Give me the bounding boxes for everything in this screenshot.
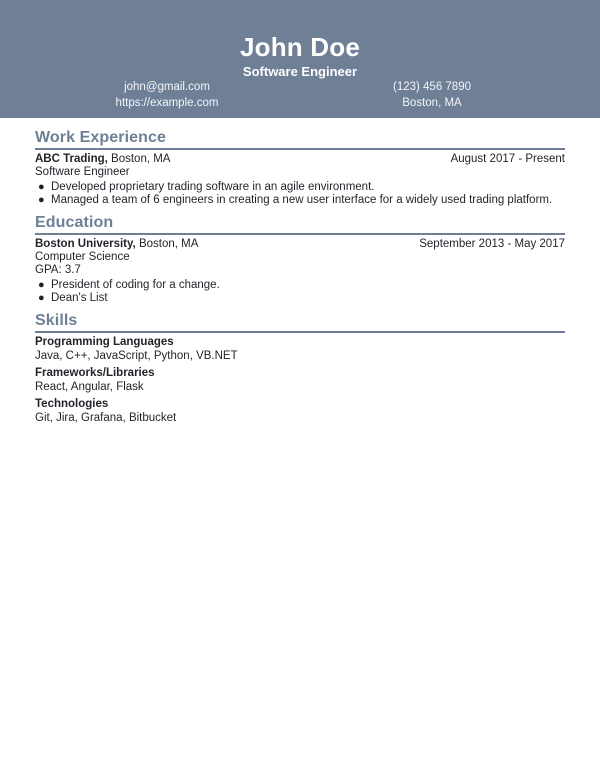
skill-group-name: Frameworks/Libraries: [35, 366, 155, 379]
skill-group-frameworks: [35, 366, 565, 394]
education-dates: September 2013 - May 2017: [419, 237, 565, 250]
list-item: [38, 180, 565, 195]
skill-group-values: React, Angular, Flask: [35, 380, 144, 393]
education-bullet-text: Dean's List: [51, 292, 108, 304]
skill-group-programming: [35, 335, 565, 363]
job-bullets: [35, 181, 565, 208]
list-item: [38, 194, 565, 208]
bullet-icon: ●: [38, 194, 45, 206]
contact-info: [0, 80, 600, 114]
education-org-location: [35, 237, 198, 251]
candidate-title: Software Engineer: [242, 64, 358, 79]
skills-heading: Skills: [35, 311, 565, 333]
education-section: [35, 213, 565, 306]
education-bullets: [35, 279, 565, 306]
bullet-icon: ●: [38, 292, 45, 304]
education-bullet-text: President of coding for a change.: [51, 278, 220, 291]
list-item: [38, 292, 565, 306]
contact-phone[interactable]: (123) 456 7890: [392, 81, 471, 93]
bullet-icon: ●: [38, 278, 45, 291]
list-item: [38, 278, 565, 293]
skill-group-values: Java, C++, JavaScript, Python, VB.NET: [35, 349, 238, 362]
job-bullet-text: Managed a team of 6 engineers in creating a new user interface for a widely used trading platform.: [51, 194, 553, 206]
candidate-name: John Doe: [239, 32, 361, 62]
contact-location: Boston, MA: [402, 97, 462, 109]
job-org-location: [35, 152, 170, 166]
work-experience-section: [35, 128, 565, 208]
skill-group-values: Git, Jira, Grafana, Bitbucket: [35, 411, 177, 424]
job-header: [35, 152, 565, 166]
education-location: Boston, MA: [135, 237, 199, 250]
education-school: Boston University,: [35, 237, 136, 250]
education-header: [35, 237, 565, 251]
resume-content: [35, 128, 565, 430]
job-location: Boston, MA: [107, 153, 171, 165]
job-company: ABC Trading,: [35, 153, 108, 165]
work-experience-heading: Work Experience: [35, 128, 565, 150]
skill-group-name: Technologies: [35, 397, 109, 410]
contact-website[interactable]: https://example.com: [115, 97, 219, 109]
job-dates: August 2017 - Present: [450, 153, 565, 165]
resume-header: [0, 0, 600, 118]
education-heading: Education: [35, 213, 565, 235]
education-gpa: GPA: 3.7: [35, 264, 81, 276]
skill-group-technologies: [35, 397, 565, 425]
skills-section: [35, 311, 565, 425]
bullet-icon: ●: [38, 180, 45, 193]
skill-group-name: Programming Languages: [35, 335, 174, 348]
education-degree: Computer Science: [35, 250, 130, 263]
contact-email[interactable]: john@gmail.com: [124, 81, 210, 93]
job-bullet-text: Developed proprietary trading software in an agile environment.: [51, 180, 375, 193]
job-role: Software Engineer: [35, 166, 130, 178]
